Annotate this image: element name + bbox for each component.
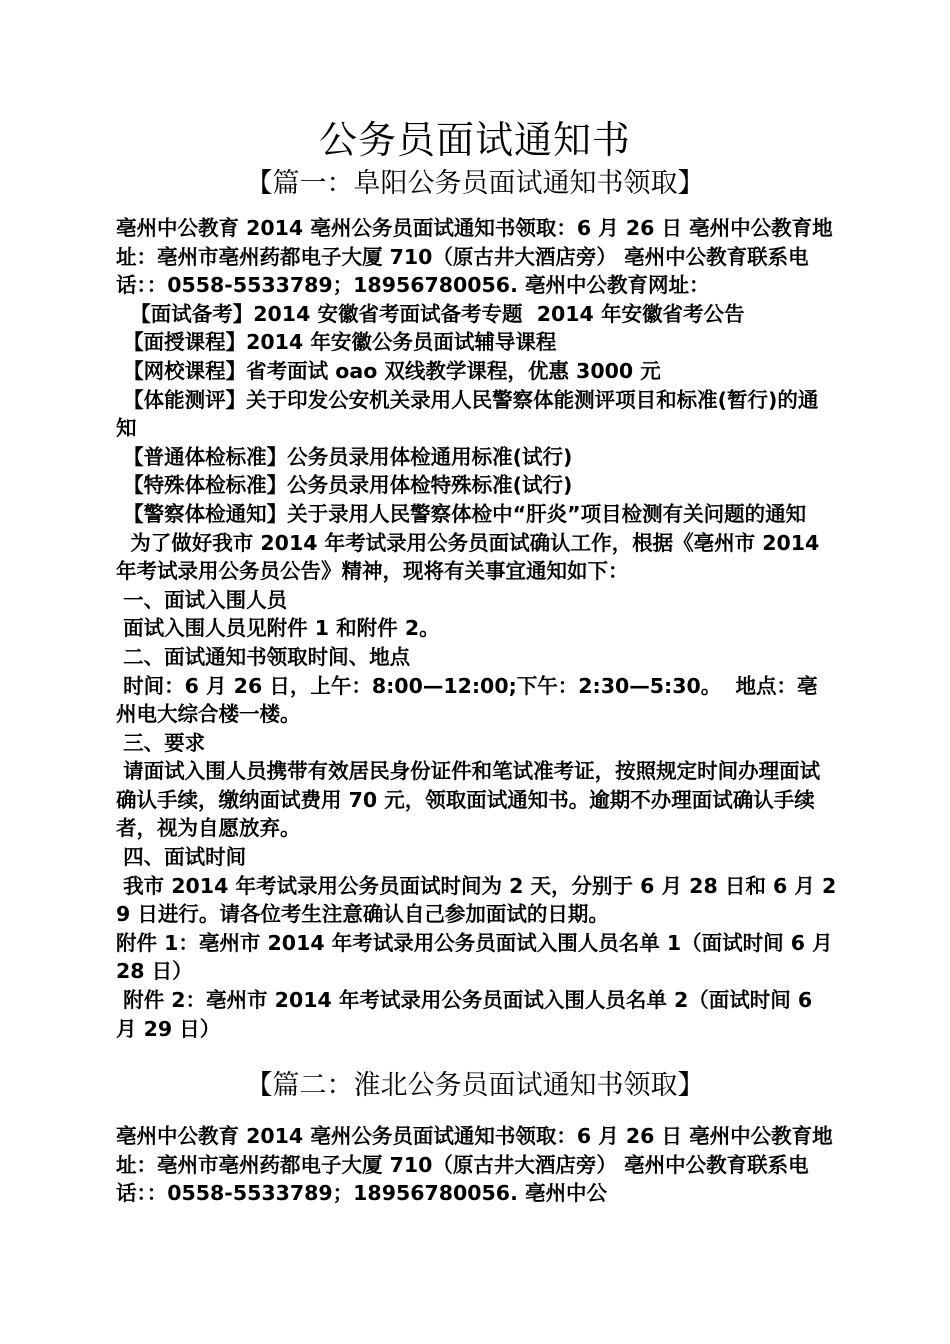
section1-body: [116, 214, 838, 1043]
document-title: 公务员面试通知书: [318, 118, 631, 162]
link-police-medical[interactable]: 【警察体检通知】关于录用人民警察体检中“肝炎”项目检测有关问题的通知: [116, 501, 807, 526]
intro-paragraph: 亳州中公教育 2014 亳州公务员面试通知书领取：6 月 26 日 亳州中公教育地址：亳州市亳州药都电子大厦 710（原古井大酒店旁） 亳州中公教育联系电话：：0558-5533789；18956780056. 亳州中公教育网址：: [116, 216, 833, 298]
heading-candidates: 一、面试入围人员: [116, 587, 288, 612]
link-exam-prep[interactable]: 【面试备考】2014 安徽省考面试备考专题 2014 年安徽省考公告: [116, 301, 745, 326]
link-fitness-test[interactable]: 【体能测评】关于印发公安机关录用人民警察体能测评项目和标准(暂行)的通知: [116, 387, 819, 441]
interview-time-text: 我市 2014 年考试录用公务员面试时间为 2 天，分别于 6 月 28 日和 6 月 29 日进行。请各位考生注意确认自己参加面试的日期。: [116, 873, 837, 927]
section2-heading: 【篇二：淮北公务员面试通知书领取】: [245, 1070, 705, 1101]
candidates-text: 面试入围人员见附件 1 和附件 2。: [116, 616, 440, 641]
heading-time-place: 二、面试通知书领取时间、地点: [116, 644, 411, 669]
attachment-1[interactable]: 附件 1：亳州市 2014 年考试录用公务员面试入围人员名单 1（面试时间 6 月 28 日）: [116, 930, 840, 984]
section2-intro-paragraph: 亳州中公教育 2014 亳州公务员面试通知书领取：6 月 26 日 亳州中公教育地址：亳州市亳州药都电子大厦 710（原古井大酒店旁） 亳州中公教育联系电话：：0558-5533789；18956780056. 亳州中公: [116, 1124, 833, 1206]
link-face-course[interactable]: 【面授课程】2014 年安徽公务员面试辅导课程: [116, 330, 557, 355]
heading-requirements: 三、要求: [116, 730, 206, 755]
section2-body: [116, 1122, 838, 1208]
section1-heading: 【篇一：阜阳公务员面试通知书领取】: [245, 168, 705, 199]
time-place-text: 时间：6 月 26 日，上午：8:00—12:00;下午：2:30—5:30。 地点：亳州电大综合楼一楼。: [116, 673, 818, 727]
notice-paragraph: 为了做好我市 2014 年考试录用公务员面试确认工作，根据《亳州市 2014 年考试录用公务员公告》精神，现将有关事宜通知如下：: [116, 530, 827, 584]
link-general-medical[interactable]: 【普通体检标准】公务员录用体检通用标准(试行): [116, 444, 573, 469]
requirements-text: 请面试入围人员携带有效居民身份证件和笔试准考证，按照规定时间办理面试确认手续，缴纳面试费用 70 元，领取面试通知书。逾期不办理面试确认手续者，视为自愿放弃。: [116, 759, 821, 841]
link-special-medical[interactable]: 【特殊体检标准】公务员录用体检特殊标准(试行): [116, 473, 573, 498]
heading-interview-time: 四、面试时间: [116, 845, 247, 870]
link-online-course[interactable]: 【网校课程】省考面试 oao 双线教学课程，优惠 3000 元: [116, 358, 661, 383]
attachment-2[interactable]: 附件 2：亳州市 2014 年考试录用公务员面试入围人员名单 2（面试时间 6 月 29 日）: [116, 988, 820, 1041]
